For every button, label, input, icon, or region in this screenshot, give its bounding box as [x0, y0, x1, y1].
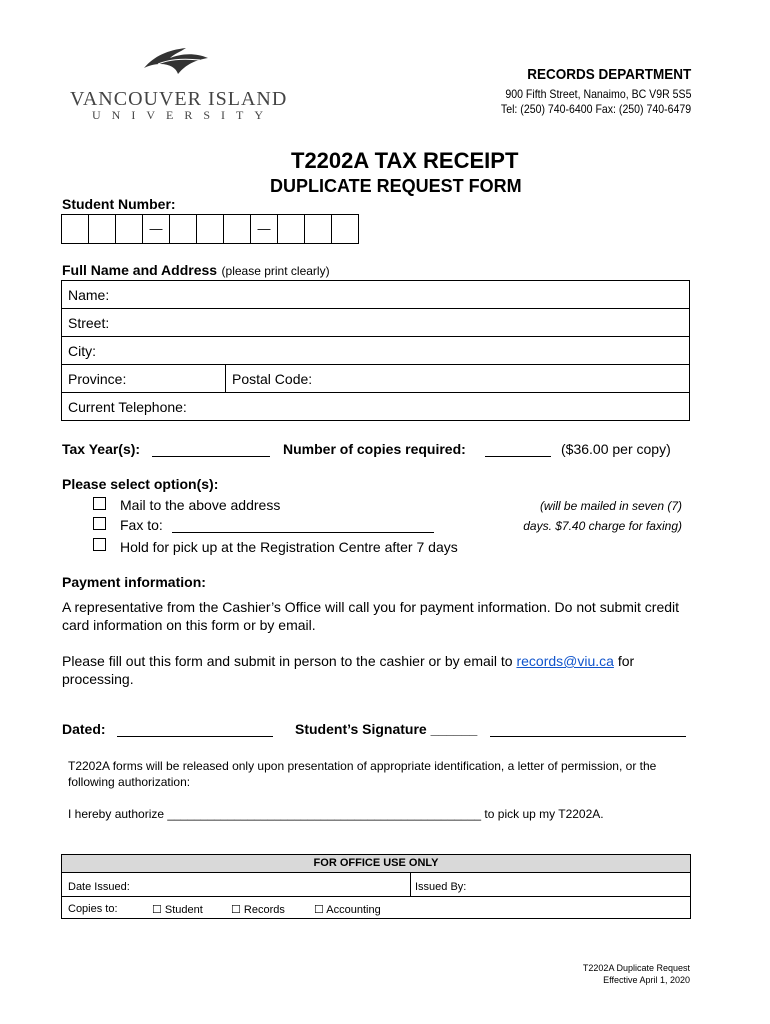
postal-code-field[interactable] — [226, 365, 689, 392]
department-name: RECORDS DEPARTMENT — [526, 66, 691, 83]
records-email-link[interactable]: records@viu.ca — [516, 653, 614, 669]
department-address: 900 Fifth Street, Nanaimo, BC V9R 5S5 — [504, 87, 691, 101]
price-per-copy: ($36.00 per copy) — [561, 441, 671, 457]
student-number-digit-box[interactable] — [169, 214, 197, 244]
authorize-name-input[interactable]: _______________________________________________ — [167, 807, 482, 821]
org-name: VANCOUVER ISLAND — [70, 88, 288, 110]
tax-year-label: Tax Year(s): — [62, 441, 141, 457]
student-number-digit-box[interactable] — [61, 214, 89, 244]
street-label: Street: — [68, 315, 110, 331]
tax-year-input[interactable] — [152, 443, 270, 457]
copies-label: Number of copies required: — [283, 441, 466, 457]
footer-line1: T2202A Duplicate Request — [582, 963, 690, 973]
student-number-digit-box[interactable] — [196, 214, 224, 244]
office-use-header — [62, 855, 690, 873]
telephone-label: Current Telephone: — [68, 399, 187, 415]
authorization-line — [68, 807, 604, 821]
signature-input[interactable] — [490, 723, 686, 737]
student-number-digit-box[interactable] — [331, 214, 359, 244]
university-logo-icon — [140, 38, 212, 78]
city-field[interactable] — [61, 336, 690, 365]
dated-input[interactable] — [117, 723, 273, 737]
submit-instructions — [62, 652, 702, 688]
name-address-heading — [62, 262, 330, 280]
copies-student-option[interactable]: ☐ Student — [152, 904, 203, 916]
release-text: T2202A forms will be released only upon presentation of appropriate identification, a letter of permission, or the following authorization: — [68, 759, 657, 789]
submit-text-after: for processing. — [62, 653, 635, 687]
date-issued-label: Date Issued: — [68, 881, 130, 893]
student-number-digit-box[interactable] — [277, 214, 305, 244]
province-postal-row — [61, 364, 690, 393]
fax-option-label: Fax to: — [120, 517, 163, 533]
footer-note — [583, 962, 690, 986]
org-subtitle: UNIVERSITY — [92, 108, 274, 122]
province-field[interactable] — [62, 365, 226, 392]
issued-by-label: Issued By: — [415, 881, 467, 893]
copies-to-row — [62, 897, 690, 918]
postal-code-label: Postal Code: — [232, 371, 313, 387]
footer-line2: Effective April 1, 2020 — [603, 975, 690, 985]
hold-option-label: Hold for pick up at the Registration Centre after 7 days — [120, 539, 458, 555]
office-use-table — [61, 854, 691, 919]
city-label: City: — [68, 343, 96, 359]
mail-option-label: Mail to the above address — [120, 497, 281, 513]
student-number-digit-box[interactable]: — — [142, 214, 170, 244]
student-number-digit-box[interactable] — [88, 214, 116, 244]
copies-records-option[interactable]: ☐ Records — [231, 904, 285, 916]
options-note-line2: days. $7.40 charge for faxing) — [523, 519, 682, 533]
dated-label: Dated: — [62, 721, 106, 737]
student-number-digit-box[interactable]: — — [250, 214, 278, 244]
student-number-digit-box[interactable] — [304, 214, 332, 244]
student-number-digit-box[interactable] — [115, 214, 143, 244]
options-note-line1: (will be mailed in seven (7) — [539, 499, 682, 513]
telephone-field[interactable] — [61, 392, 690, 421]
province-label: Province: — [68, 371, 127, 387]
date-issued-field[interactable] — [62, 873, 411, 897]
form-subtitle: DUPLICATE REQUEST FORM — [270, 176, 522, 196]
copies-input[interactable] — [485, 443, 551, 457]
street-field[interactable] — [61, 308, 690, 337]
department-phone-fax: Tel: (250) 740-6400 Fax: (250) 740-6479 — [500, 102, 691, 116]
payment-text: A representative from the Cashier’s Office will call you for payment information. Do not submit credit card information on this form or by email. — [62, 599, 680, 633]
office-use-title: FOR OFFICE USE ONLY — [313, 857, 439, 869]
copies-accounting-option[interactable]: ☐ Accounting — [314, 904, 381, 916]
student-number-label: Student Number: — [62, 196, 176, 212]
name-field[interactable] — [61, 280, 690, 309]
authorize-after: to pick up my T2202A. — [484, 807, 604, 821]
student-number-digit-box[interactable] — [223, 214, 251, 244]
mail-checkbox[interactable] — [93, 497, 106, 510]
payment-heading: Payment information: — [62, 574, 206, 590]
name-address-hint: (please print clearly) — [221, 264, 330, 278]
copies-to-label: Copies to: — [68, 903, 118, 915]
hold-checkbox[interactable] — [93, 538, 106, 551]
form-title: T2202A TAX RECEIPT — [291, 148, 519, 173]
submit-text-before: Please fill out this form and submit in person to the cashier or by email to — [62, 653, 513, 669]
name-label: Name: — [68, 287, 110, 303]
options-heading: Please select option(s): — [62, 476, 219, 492]
issued-by-field[interactable] — [411, 873, 690, 897]
name-address-title: Full Name and Address — [62, 262, 218, 278]
authorize-before: I hereby authorize — [68, 807, 165, 821]
fax-number-input[interactable] — [172, 519, 434, 533]
signature-label: Student’s Signature ______ — [295, 721, 478, 737]
fax-checkbox[interactable] — [93, 517, 106, 530]
